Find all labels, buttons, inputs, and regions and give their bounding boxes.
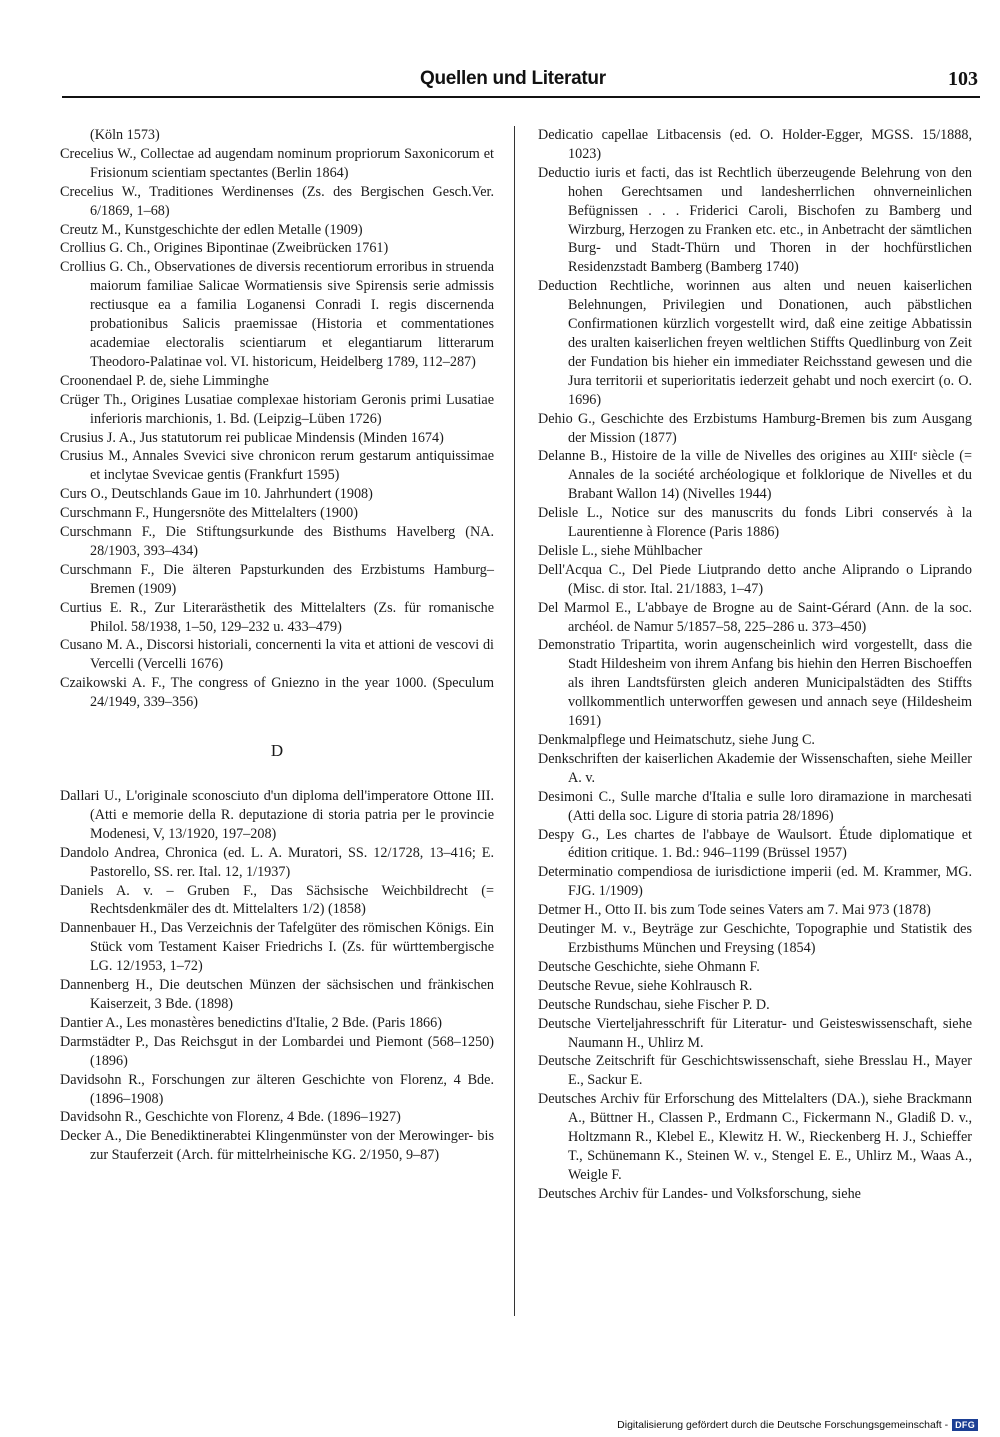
bibliography-entry: Denkmalpflege und Heimatschutz, siehe Jung C. (538, 732, 815, 748)
left-entries-c (60, 126, 494, 712)
bibliography-entry: Crollius G. Ch., Origines Bipontinae (Zweibrücken 1761) (60, 240, 389, 257)
bibliography-entry: Dedicatio capellae Litbacensis (ed. O. Holder-Egger, MGSS. 15/1888, 1023) (538, 127, 972, 162)
right-column (538, 126, 972, 1204)
bibliography-entry: Curschmann F., Die älteren Papsturkunden des Erzbistums Hamburg–Bremen (1909) (60, 561, 494, 597)
bibliography-entry: Dannenbauer H., Das Verzeichnis der Tafelgüter des römischen Königs. Ein Stück vom Testament Kaiser Friedrichs I. (Zs. für württembergische LG. 12/1953, 1–72) (60, 920, 494, 975)
bibliography-entry: Deutsche Vierteljahresschrift für Literatur- und Geisteswissenschaft, siehe Naumann H., Uhlirz M. (538, 1015, 972, 1051)
bibliography-entry: Despy G., Les chartes de l'abbaye de Waulsort. Étude diplomatique et édition critique. 1. Bd.: 946–1199 (Brüssel 1957) (538, 826, 972, 862)
bibliography-entry: Del Marmol E., L'abbaye de Brogne au de Saint-Gérard (Ann. de la soc. archéol. de Namur 5/1857–58, 225–286 u. 373–450) (538, 599, 972, 635)
bibliography-entry: Croonendael P. de, siehe Limminghe (60, 372, 269, 389)
bibliography-entry: Deductio iuris et facti, das ist Rechtlich überzeugende Belehrung von den hohen Gerechtsamen und landesherrlichen ohnverneinlichen Befügnissen . . . Friderici Caroli, Bischofen zu Bamberg und Wirzburg, Herzogen zu Franken etc. etc., in Anbetracht der sämtlichen Burg- und Stadt-Thürn und Thoren in der hochfürstlichen Residenzstadt Bamberg (Bamberg 1740) (538, 164, 972, 276)
bibliography-entry: Crecelius W., Traditiones Werdinenses (Zs. des Bergischen Gesch.Ver. 6/1869, 1–68) (60, 183, 494, 219)
bibliography-entry: Desimoni C., Sulle marche d'Italia e sulle loro diramazione in marchesati (Atti della soc. Ligure di storia patria 28/1896) (538, 788, 972, 824)
bibliography-entry: Curschmann F., Die Stiftungsurkunde des Bisthums Havelberg (NA. 28/1903, 393–434) (60, 524, 494, 559)
bibliography-entry: Dannenberg H., Die deutschen Münzen der sächsischen und fränkischen Kaiserzeit, 3 Bde. (1898) (60, 977, 494, 1012)
bibliography-entry: Cusano M. A., Discorsi historiali, concernenti la vita et attioni de vescovi di Vercelli (Vercelli 1676) (60, 637, 494, 673)
bibliography-entry: Crecelius W., Collectae ad augendam nominum propriorum Saxonicorum et Frisionum scientiam spectantes (Berlin 1864) (60, 145, 494, 181)
left-entries-d (60, 787, 494, 1165)
bibliography-entry: Dell'Acqua C., Del Piede Liutprando detto anche Aliprando o Liprando (Misc. di stor. Ital. 21/1883, 1–47) (538, 561, 972, 597)
bibliography-entry: Deutsche Rundschau, siehe Fischer P. D. (538, 996, 770, 1013)
section-letter: D (270, 741, 284, 761)
bibliography-entry: Daniels A. v. – Gruben F., Das Sächsische Weichbildrecht (= Rechtsdenkmäler des dt. Mittelalters 1/2) (1858) (60, 882, 494, 918)
bibliography-entry: Deutsche Zeitschrift für Geschichtswissenschaft, siehe Bresslau H., Mayer E., Sackur E. (538, 1053, 972, 1089)
bibliography-entry: Deutsche Revue, siehe Kohlrausch R. (538, 977, 753, 994)
bibliography-entry: Curschmann F., Hungersnöte des Mittelalters (1900) (60, 505, 358, 522)
bibliography-entry: Darmstädter P., Das Reichsgut in der Lombardei und Piemont (568–1250) (1896) (60, 1033, 494, 1069)
bibliography-entry: Crusius M., Annales Svevici sive chronicon rerum gestarum antiquissimae et inclytae Svevicae gentis (Frankfurt 1595) (60, 448, 494, 484)
bibliography-entry: Delisle L., siehe Mühlbacher (538, 542, 703, 559)
bibliography-entry: Crollius G. Ch., Observationes de diversis recentiorum erroribus in struenda maiorum familiae Salicae Wormatiensis sive Spirensis serie admissis rectiusque ea a familia Loganensi Conradi I. regis discernenda probationibus Salicis praemissae (Historia et commentationes academiae electoralis scientiarum et elegantiarum litterarum Theodoro-Palatinae vol. VI. historicum, Heidelberg 1789, 112–287) (60, 259, 494, 370)
bibliography-entry: Creutz M., Kunstgeschichte der edlen Metalle (1909) (60, 221, 363, 238)
bibliography-entry: (Köln 1573) (90, 127, 160, 143)
bibliography-entry: Delisle L., Notice sur des manuscrits du fonds Libri conservés à la Laurentienne à Florence (Paris 1886) (538, 505, 972, 541)
footer (617, 1419, 978, 1431)
bibliography-entry: Curs O., Deutschlands Gaue im 10. Jahrhundert (1908) (60, 486, 373, 503)
bibliography-entry: Dantier A., Les monastères benedictins d'Italie, 2 Bde. (Paris 1866) (60, 1014, 442, 1031)
page-number: 103 (948, 68, 978, 90)
right-entries (538, 126, 972, 1204)
left-column (60, 126, 494, 1165)
header-rule (62, 96, 980, 98)
bibliography-entry: Decker A., Die Benediktinerabtei Klingenmünster von der Merowinger- bis zur Stauferzeit (Arch. für mittelrheinische KG. 2/1950, 9–87) (60, 1128, 494, 1164)
running-header-title: Quellen und Literatur (420, 68, 606, 89)
bibliography-entry: Crüger Th., Origines Lusatiae complexae historiam Geronis primi Lusatiae inferioris marchionis, 1. Bd. (Leipzig–Lüben 1726) (60, 391, 494, 427)
bibliography-entry: Detmer H., Otto II. bis zum Tode seines Vaters am 7. Mai 973 (1878) (538, 902, 931, 919)
bibliography-entry: Demonstratio Tripartita, worin augenscheinlich wird vorgestellt, dass die Stadt Hildesheim von ihrem Anfang bis hiehin den Herren Bischoeffen als ihren Landtsfürsten gleich anderen Municipalstädten des Stiffts vollkommentlich unterworffen gewesen und annach seye (Hildesheim 1691) (538, 637, 972, 730)
bibliography-entry: Crusius J. A., Jus statutorum rei publicae Mindensis (Minden 1674) (60, 429, 444, 446)
bibliography-entry: Davidsohn R., Geschichte von Florenz, 4 Bde. (1896–1927) (60, 1109, 401, 1126)
bibliography-entry: Dandolo Andrea, Chronica (ed. L. A. Muratori, SS. 12/1728, 13–416; E. Pastorello, SS. rer. Ital. 12, 1/1937) (60, 844, 494, 880)
bibliography-entry: Deduction Rechtliche, worinnen aus alten und neuen kaiserlichen Belehnungen, Privilegien und Donationen, auch päbstlichen Confirmationen kürzlich vorgestellt wird, daß eine zeitige Abbatissin des uralten kaiserlichen freyen weltlichen Stiffts Quedlinburg von Zeit der Fundation bis hieher ein immediater Reichsstand gewesen und die Jura territorii et superioritatis iederzeit gehabt und noch exercirt (o. O. 1696) (538, 278, 972, 408)
bibliography-entry: Czaikowski A. F., The congress of Gniezno in the year 1000. (Speculum 24/1949, 339–356) (60, 675, 494, 711)
footer-credit: Digitalisierung gefördert durch die Deutsche Forschungsgemeinschaft - (617, 1419, 949, 1431)
bibliography-entry: Delanne B., Histoire de la ville de Nivelles des origines au XIIIᵉ siècle (= Annales de la société archéologique et folklorique de Nivelles et du Brabant Wallon 14) (Nivelles 1944) (538, 448, 972, 503)
bibliography-entry: Deutsche Geschichte, siehe Ohmann F. (538, 958, 760, 975)
bibliography-entry: Davidsohn R., Forschungen zur älteren Geschichte von Florenz, 4 Bde. (1896–1908) (60, 1071, 494, 1107)
column-divider (514, 126, 515, 1316)
bibliography-entry: Determinatio compendiosa de iurisdictione imperii (ed. M. Krammer, MG. FJG. 1/1909) (538, 864, 972, 900)
bibliography-entry: Dallari U., L'originale sconosciuto d'un diploma dell'imperatore Ottone III. (Atti e memorie della R. deputazione di storia patria per le provincie Modenesi, V, 13/1920, 197–208) (60, 788, 494, 842)
bibliography-entry: Denkschriften der kaiserlichen Akademie der Wissenschaften, siehe Meiller A. v. (538, 750, 972, 786)
bibliography-entry: Deutinger M. v., Beyträge zur Geschichte, Topographie und Statistik des Erzbisthums München und Freysing (1854) (538, 921, 972, 956)
bibliography-entry: Deutsches Archiv für Erforschung des Mittelalters (DA.), siehe Brackmann A., Büttner H., Classen P., Erdmann C., Fickermann N., Gladiß D. v., Holtzmann R., Klebel E., Klewitz H. W., Rieckenberg H. J., Schieffer T., Schünemann K., Steinen W. v., Stengel E. E., Uhlirz M., Waas A., Weigle F. (538, 1091, 972, 1183)
bibliography-entry: Deutsches Archiv für Landes- und Volksforschung, siehe (538, 1185, 861, 1202)
dfg-logo: DFG (952, 1419, 978, 1431)
bibliography-entry: Curtius E. R., Zur Literarästhetik des Mittelalters (Zs. für romanische Philol. 58/1938, 1–50, 129–232 u. 433–479) (60, 599, 494, 635)
bibliography-entry: Dehio G., Geschichte des Erzbistums Hamburg-Bremen bis zum Ausgang der Mission (1877) (538, 410, 972, 446)
